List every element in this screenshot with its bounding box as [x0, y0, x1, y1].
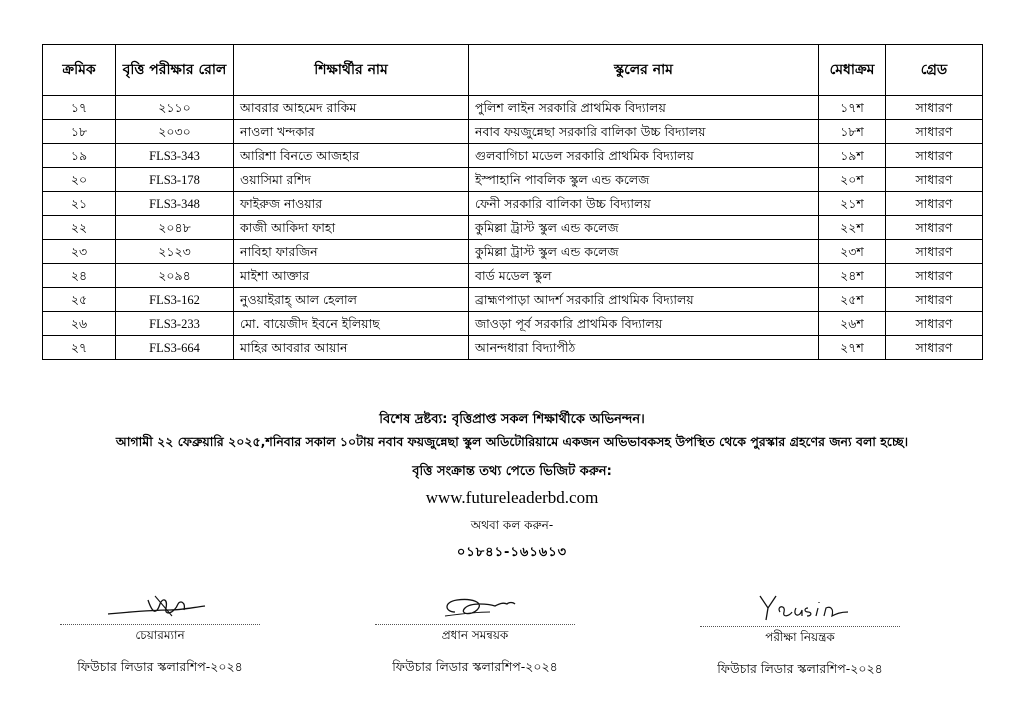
signature-title-controller: পরীক্ষা নিয়ন্ত্রক	[765, 630, 835, 644]
table-row	[43, 288, 983, 312]
cell-serial: ২৫	[43, 288, 116, 312]
cell-merit: ২৪শ	[819, 264, 886, 288]
cell-serial: ২৬	[43, 312, 116, 336]
cell-student-name: কাজী আকিদা ফাহা	[234, 216, 469, 240]
scholarship-results-table	[42, 44, 983, 360]
cell-merit: ২৫শ	[819, 288, 886, 312]
cell-student-name: ওয়াসিমা রশিদ	[234, 168, 469, 192]
cell-merit: ২২শ	[819, 216, 886, 240]
cell-school-name: জাওড়া পূর্ব সরকারি প্রাথমিক বিদ্যালয়	[469, 312, 819, 336]
cell-roll: FLS3-233	[116, 312, 234, 336]
table-row	[43, 312, 983, 336]
cell-roll: FLS3-348	[116, 192, 234, 216]
table-body	[43, 96, 983, 360]
cell-roll: ২০৪৮	[116, 216, 234, 240]
notice-call-text: অথবা কল করুন-	[470, 518, 554, 532]
cell-grade: সাধারণ	[886, 144, 983, 168]
signature-block-chairman	[40, 590, 280, 679]
notice-visit-text: বৃত্তি সংক্রান্ত তথ্য পেতে ভিজিট করুন:	[412, 464, 612, 479]
cell-school-name: আনন্দধারা বিদ্যাপীঠ	[469, 336, 819, 360]
signature-block-coordinator	[355, 590, 595, 679]
cell-roll: ২০৯৪	[116, 264, 234, 288]
table-row	[43, 96, 983, 120]
cell-student-name: মাহির আবরার আয়ান	[234, 336, 469, 360]
cell-serial: ১৮	[43, 120, 116, 144]
cell-serial: ২৪	[43, 264, 116, 288]
cell-merit: ২১শ	[819, 192, 886, 216]
signature-title-coordinator: প্রধান সমন্বয়ক	[441, 628, 509, 642]
cell-merit: ১৯শ	[819, 144, 886, 168]
table-row	[43, 216, 983, 240]
cell-roll: ২০৩০	[116, 120, 234, 144]
cell-roll: FLS3-343	[116, 144, 234, 168]
website-link[interactable]: www.futureleaderbd.com	[425, 488, 599, 507]
cell-roll: ২১২৩	[116, 240, 234, 264]
cell-roll: FLS3-162	[116, 288, 234, 312]
header-merit: মেধাক্রম	[819, 45, 886, 96]
cell-serial: ২২	[43, 216, 116, 240]
signature-chairman-image	[100, 590, 220, 622]
cell-merit: ২৭শ	[819, 336, 886, 360]
cell-grade: সাধারণ	[886, 192, 983, 216]
cell-school-name: ফেনী সরকারি বালিকা উচ্চ বিদ্যালয়	[469, 192, 819, 216]
cell-school-name: গুলবাগিচা মডেল সরকারি প্রাথমিক বিদ্যালয়	[469, 144, 819, 168]
table-header	[43, 45, 983, 96]
cell-school-name: পুলিশ লাইন সরকারি প্রাথমিক বিদ্যালয়	[469, 96, 819, 120]
cell-serial: ২৭	[43, 336, 116, 360]
cell-school-name: ব্রাহ্মণপাড়া আদর্শ সরকারি প্রাথমিক বিদ্যালয়	[469, 288, 819, 312]
header-school-name: স্কুলের নাম	[469, 45, 819, 96]
table-row	[43, 120, 983, 144]
cell-merit: ১৭শ	[819, 96, 886, 120]
signature-org-controller: ফিউচার লিডার স্কলারশিপ-২০২৪	[717, 661, 883, 676]
notice-title: বিশেষ দ্রষ্টব্য: বৃত্তিপ্রাপ্ত সকল শিক্ষার্থীকে অভিনন্দন।	[379, 412, 645, 427]
cell-student-name: নুওয়াইরাহ্ আল হেলাল	[234, 288, 469, 312]
cell-grade: সাধারণ	[886, 216, 983, 240]
header-grade: গ্রেড	[886, 45, 983, 96]
cell-student-name: মাইশা আক্তার	[234, 264, 469, 288]
signature-coordinator-image	[415, 590, 535, 622]
signature-org-coordinator: ফিউচার লিডার স্কলারশিপ-২০২৪	[392, 659, 558, 674]
cell-merit: ২৩শ	[819, 240, 886, 264]
cell-roll: FLS3-178	[116, 168, 234, 192]
header-student-name: শিক্ষার্থীর নাম	[234, 45, 469, 96]
signature-org-chairman: ফিউচার লিডার স্কলারশিপ-২০২৪	[77, 659, 243, 674]
cell-serial: ১৯	[43, 144, 116, 168]
table-row	[43, 240, 983, 264]
cell-roll: ২১১০	[116, 96, 234, 120]
signature-controller-image	[730, 590, 870, 624]
header-serial: ক্রমিক	[43, 45, 116, 96]
signature-line	[375, 624, 575, 625]
cell-grade: সাধারণ	[886, 240, 983, 264]
cell-merit: ২০শ	[819, 168, 886, 192]
cell-student-name: নাবিহা ফারজিন	[234, 240, 469, 264]
cell-student-name: আরিশা বিনতে আজহার	[234, 144, 469, 168]
cell-student-name: মো. বায়েজীদ ইবনে ইলিয়াছ	[234, 312, 469, 336]
table-row	[43, 168, 983, 192]
phone-number[interactable]: ০১৮৪১-১৬১৬১৩	[456, 545, 568, 560]
cell-student-name: নাওলা খন্দকার	[234, 120, 469, 144]
cell-student-name: ফাইরুজ নাওয়ার	[234, 192, 469, 216]
cell-serial: ২১	[43, 192, 116, 216]
signature-block-controller	[680, 590, 920, 681]
cell-grade: সাধারণ	[886, 120, 983, 144]
signature-line	[700, 626, 900, 627]
cell-grade: সাধারণ	[886, 96, 983, 120]
cell-school-name: বার্ড মডেল স্কুল	[469, 264, 819, 288]
cell-grade: সাধারণ	[886, 264, 983, 288]
cell-school-name: কুমিল্লা ট্রাস্ট স্কুল এন্ড কলেজ	[469, 216, 819, 240]
cell-serial: ২০	[43, 168, 116, 192]
header-roll: বৃত্তি পরীক্ষার রোল	[116, 45, 234, 96]
cell-serial: ১৭	[43, 96, 116, 120]
table-row	[43, 336, 983, 360]
cell-grade: সাধারণ	[886, 312, 983, 336]
notice-event-details: আগামী ২২ ফেব্রুয়ারি ২০২৫,শনিবার সকাল ১০টায় নবাব ফয়জুন্নেছা স্কুল অডিটোরিয়ামে একজন অভিভাবকসহ উপস্থিত থেকে পুরস্কার গ্রহণের জন্য বলা হচ্ছে।	[115, 434, 909, 449]
cell-grade: সাধারণ	[886, 168, 983, 192]
table-header-row	[43, 45, 983, 96]
cell-merit: ১৮শ	[819, 120, 886, 144]
signature-line	[60, 624, 260, 625]
cell-school-name: কুমিল্লা ট্রাস্ট স্কুল এন্ড কলেজ	[469, 240, 819, 264]
signature-title-chairman: চেয়ারম্যান	[135, 628, 185, 642]
cell-serial: ২৩	[43, 240, 116, 264]
cell-school-name: নবাব ফয়জুন্নেছা সরকারি বালিকা উচ্চ বিদ্যালয়	[469, 120, 819, 144]
cell-student-name: আবরার আহমেদ রাকিম	[234, 96, 469, 120]
cell-roll: FLS3-664	[116, 336, 234, 360]
table-row	[43, 264, 983, 288]
cell-grade: সাধারণ	[886, 288, 983, 312]
table-row	[43, 144, 983, 168]
cell-school-name: ইস্পাহানি পাবলিক স্কুল এন্ড কলেজ	[469, 168, 819, 192]
cell-merit: ২৬শ	[819, 312, 886, 336]
table-row	[43, 192, 983, 216]
cell-grade: সাধারণ	[886, 336, 983, 360]
